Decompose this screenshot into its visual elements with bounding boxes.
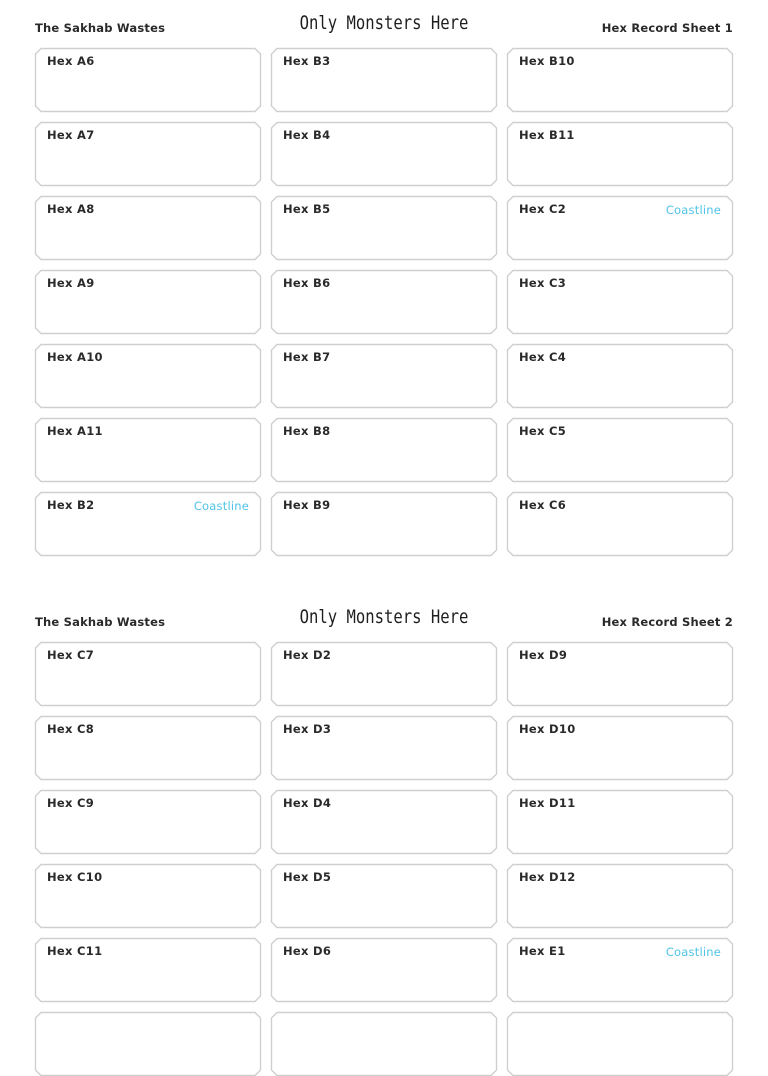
hex-card bbox=[507, 938, 733, 1002]
hex-card-frame bbox=[35, 1012, 261, 1076]
hex-name: Hex C3 bbox=[519, 276, 567, 290]
hex-card bbox=[507, 344, 733, 408]
hex-name: Hex C2 bbox=[519, 202, 567, 216]
region-name: The Sakhab Wastes bbox=[35, 21, 166, 35]
hex-name: Hex D4 bbox=[283, 796, 332, 810]
hex-card bbox=[271, 790, 497, 854]
hex-card bbox=[507, 790, 733, 854]
hex-card bbox=[35, 344, 261, 408]
hex-name: Hex D9 bbox=[519, 648, 568, 662]
hex-name: Hex A8 bbox=[47, 202, 95, 216]
hex-record-sheet-1 bbox=[0, 0, 768, 513]
hex-card bbox=[271, 1012, 497, 1076]
hex-card bbox=[35, 716, 261, 780]
hex-name: Hex D3 bbox=[283, 722, 332, 736]
hex-card bbox=[271, 642, 497, 706]
sheet-title: Only Monsters Here bbox=[299, 12, 469, 34]
hex-card bbox=[507, 196, 733, 260]
region-name: The Sakhab Wastes bbox=[35, 615, 166, 629]
hex-card bbox=[507, 1012, 733, 1076]
hex-card-frame bbox=[271, 1012, 497, 1076]
hex-grid bbox=[35, 48, 733, 556]
hex-name: Hex C7 bbox=[47, 648, 95, 662]
hex-card bbox=[35, 790, 261, 854]
hex-name: Hex C4 bbox=[519, 350, 567, 364]
hex-card bbox=[507, 418, 733, 482]
hex-name: Hex B2 bbox=[47, 498, 95, 512]
hex-name: Hex D12 bbox=[519, 870, 576, 884]
hex-card bbox=[35, 196, 261, 260]
hex-card bbox=[271, 196, 497, 260]
hex-card bbox=[271, 48, 497, 112]
hex-name: Hex C9 bbox=[47, 796, 95, 810]
hex-card bbox=[507, 492, 733, 556]
hex-name: Hex C8 bbox=[47, 722, 95, 736]
hex-card bbox=[35, 122, 261, 186]
sheet-header bbox=[0, 594, 768, 628]
hex-grid bbox=[35, 642, 733, 1076]
hex-name: Hex D11 bbox=[519, 796, 576, 810]
hex-card bbox=[35, 492, 261, 556]
hex-card bbox=[507, 270, 733, 334]
hex-card bbox=[35, 642, 261, 706]
hex-name: Hex B11 bbox=[519, 128, 575, 142]
hex-name: Hex B5 bbox=[283, 202, 331, 216]
hex-name: Hex C10 bbox=[47, 870, 103, 884]
hex-card bbox=[35, 1012, 261, 1076]
hex-name: Hex A10 bbox=[47, 350, 103, 364]
hex-card bbox=[271, 122, 497, 186]
hex-card bbox=[35, 864, 261, 928]
hex-name: Hex B4 bbox=[283, 128, 331, 142]
hex-card bbox=[507, 122, 733, 186]
hex-name: Hex D5 bbox=[283, 870, 332, 884]
hex-name: Hex B6 bbox=[283, 276, 331, 290]
sheet-label: Hex Record Sheet 2 bbox=[601, 615, 733, 629]
hex-card bbox=[271, 938, 497, 1002]
hex-name: Hex B8 bbox=[283, 424, 331, 438]
hex-card bbox=[271, 270, 497, 334]
hex-card bbox=[35, 270, 261, 334]
hex-name: Hex A7 bbox=[47, 128, 95, 142]
hex-name: Hex D10 bbox=[519, 722, 576, 736]
hex-name: Hex A9 bbox=[47, 276, 95, 290]
hex-card-frame bbox=[507, 1012, 733, 1076]
hex-name: Hex A11 bbox=[47, 424, 103, 438]
hex-card bbox=[35, 48, 261, 112]
hex-card bbox=[507, 864, 733, 928]
hex-name: Hex D2 bbox=[283, 648, 332, 662]
hex-card bbox=[35, 418, 261, 482]
hex-name: Hex E1 bbox=[519, 944, 566, 958]
hex-name: Hex B10 bbox=[519, 54, 575, 68]
hex-name: Hex C5 bbox=[519, 424, 567, 438]
hex-card bbox=[507, 716, 733, 780]
hex-card bbox=[271, 864, 497, 928]
hex-terrain-tag: Coastline bbox=[665, 203, 721, 217]
hex-name: Hex B9 bbox=[283, 498, 331, 512]
hex-record-sheet-2 bbox=[0, 594, 768, 959]
hex-name: Hex C6 bbox=[519, 498, 567, 512]
hex-card bbox=[507, 642, 733, 706]
hex-terrain-tag: Coastline bbox=[193, 499, 249, 513]
sheet-title: Only Monsters Here bbox=[299, 606, 469, 628]
hex-name: Hex B7 bbox=[283, 350, 331, 364]
hex-card bbox=[271, 418, 497, 482]
hex-card bbox=[271, 344, 497, 408]
hex-card bbox=[507, 48, 733, 112]
hex-card bbox=[35, 938, 261, 1002]
sheet-header bbox=[0, 0, 768, 34]
hex-card bbox=[271, 716, 497, 780]
hex-name: Hex C11 bbox=[47, 944, 103, 958]
hex-name: Hex A6 bbox=[47, 54, 95, 68]
hex-name: Hex D6 bbox=[283, 944, 332, 958]
hex-card bbox=[271, 492, 497, 556]
hex-name: Hex B3 bbox=[283, 54, 331, 68]
hex-terrain-tag: Coastline bbox=[665, 945, 721, 959]
sheet-label: Hex Record Sheet 1 bbox=[601, 21, 733, 35]
